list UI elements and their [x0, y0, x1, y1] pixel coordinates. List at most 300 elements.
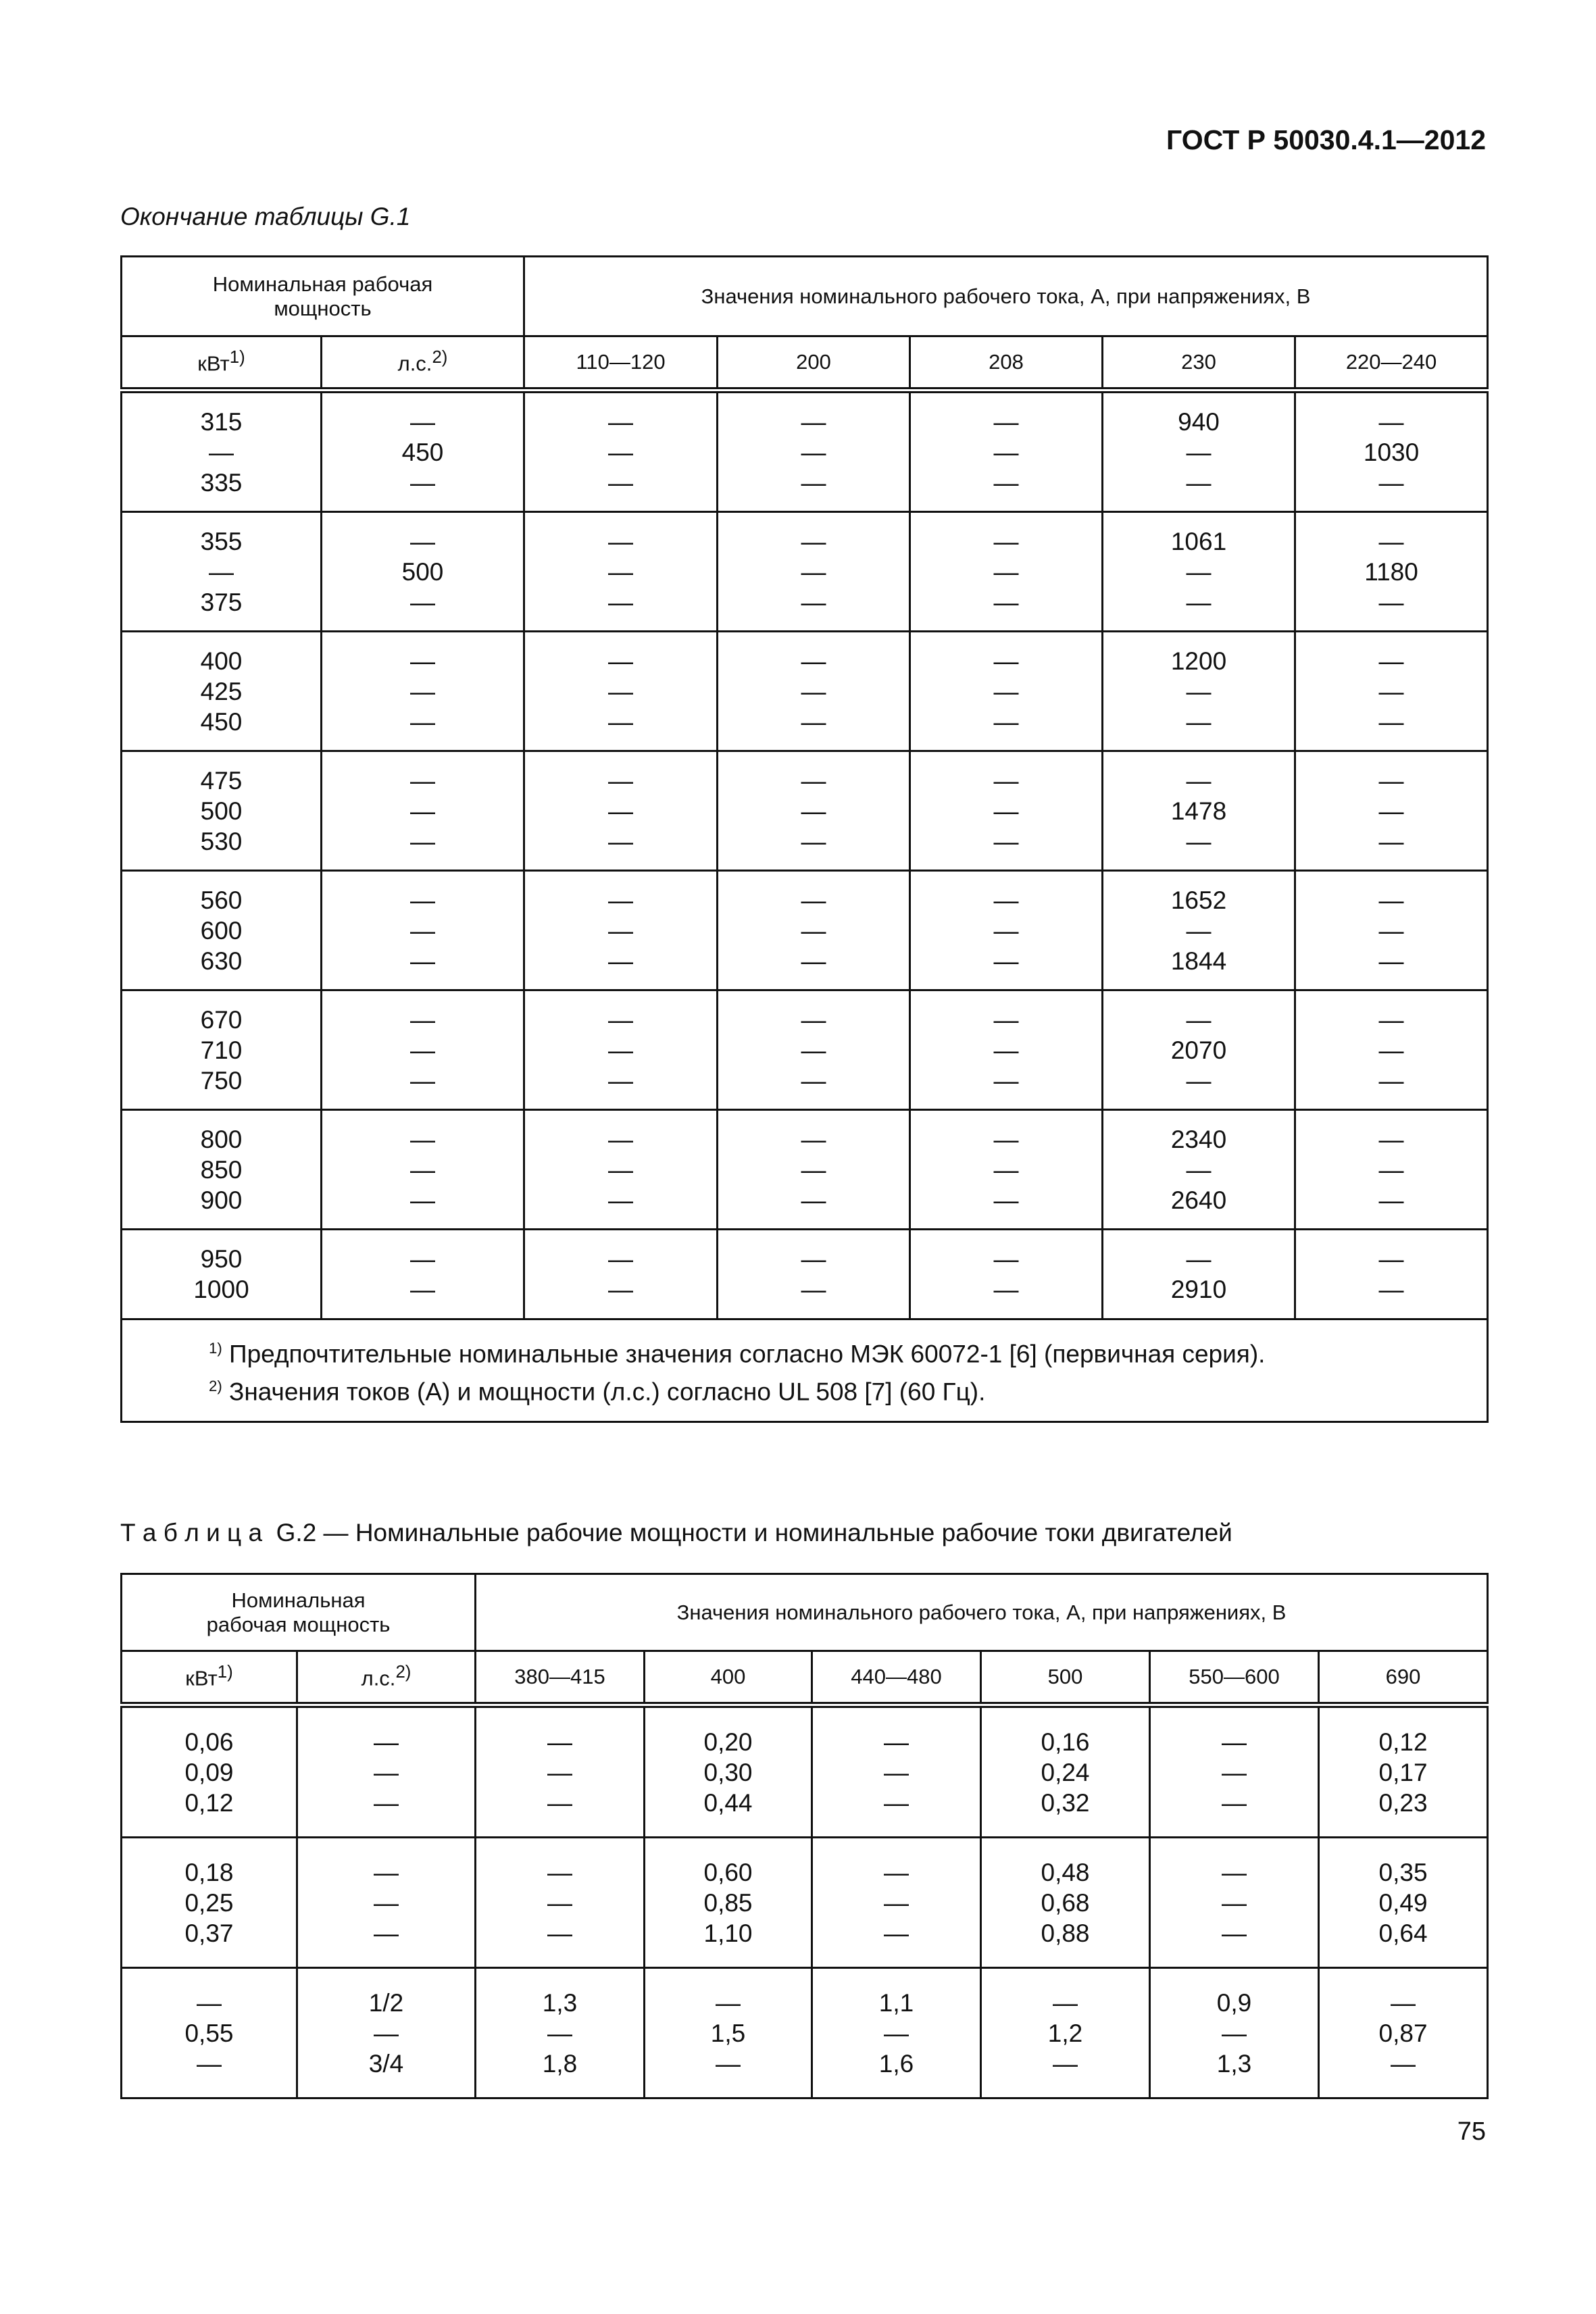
cell-value: —	[801, 797, 826, 825]
table-cell-kw	[122, 1110, 322, 1230]
table-cell-v1	[524, 1230, 718, 1319]
cell-value: —	[993, 1005, 1019, 1034]
table-cell-v3	[910, 751, 1103, 871]
cell-value: 1478	[1170, 797, 1227, 825]
cell-value: —	[993, 1036, 1019, 1064]
cell-value: —	[547, 1788, 573, 1817]
table-cell-v3	[910, 871, 1103, 990]
cell-value: —	[1378, 1125, 1404, 1153]
table-cell-kw	[122, 990, 322, 1110]
table-cell-v4	[1103, 871, 1295, 990]
cell-value: —	[1186, 766, 1212, 795]
table-cell-v4	[1103, 751, 1295, 871]
table-cell-hp	[322, 512, 524, 632]
cell-value: —	[801, 1186, 826, 1214]
cell-value: —	[410, 1186, 435, 1214]
cell-value: —	[608, 916, 634, 945]
table-row	[122, 871, 1488, 990]
cell-value: 560	[200, 886, 243, 914]
cell-value: —	[993, 1155, 1019, 1184]
cell-value: —	[608, 1245, 634, 1273]
cell-value: 800	[200, 1125, 243, 1153]
cell-value: —	[884, 2019, 909, 2047]
page-number: 75	[1457, 2117, 1486, 2146]
cell-value: 475	[200, 766, 243, 795]
cell-value: —	[209, 557, 234, 586]
cell-value: —	[608, 1005, 634, 1034]
table-cell-v2	[718, 1230, 910, 1319]
cell-value: —	[884, 1858, 909, 1886]
cell-value: —	[801, 1005, 826, 1034]
table-cell-v1	[476, 1838, 645, 1968]
cell-value: —	[608, 1276, 634, 1303]
table-cell-v2	[718, 871, 910, 990]
cell-value: 0,12	[184, 1788, 234, 1817]
table-cell-v6	[1319, 1838, 1488, 1968]
cell-value: —	[993, 647, 1019, 675]
table-cell-hp	[297, 1968, 476, 2098]
cell-value: —	[801, 1036, 826, 1064]
cell-value: —	[716, 1988, 741, 2017]
cell-value: —	[801, 827, 826, 855]
cell-value: 1,3	[1216, 2049, 1252, 2078]
cell-value: —	[993, 916, 1019, 945]
cell-value: 950	[200, 1245, 243, 1273]
cell-value: 750	[200, 1066, 243, 1095]
cell-value: —	[410, 647, 435, 675]
cell-value: —	[1378, 407, 1404, 436]
table-row	[122, 1705, 1488, 1838]
cell-value: 0,85	[703, 1888, 753, 1917]
cell-value: —	[993, 766, 1019, 795]
cell-value: —	[801, 557, 826, 586]
table-cell-v4	[1103, 1110, 1295, 1230]
cell-value: —	[801, 1066, 826, 1095]
table-row	[122, 1838, 1488, 1968]
table-row	[122, 1110, 1488, 1230]
table-cell-v3	[910, 1110, 1103, 1230]
table-g2	[120, 1573, 1489, 2099]
cell-value: —	[608, 827, 634, 855]
cell-value: 1,1	[878, 1988, 914, 2017]
cell-value: —	[993, 1245, 1019, 1273]
footnote-2: $^{2)}$ Значения токов (А) и мощности (л.с.) согласно UL 508 [7] (60 Гц).	[209, 1378, 986, 1406]
table-row	[122, 632, 1488, 751]
table-cell-v3	[910, 990, 1103, 1110]
cell-value: —	[410, 468, 435, 497]
table-footnotes	[122, 1319, 1488, 1422]
cell-value: —	[1186, 677, 1212, 705]
cell-value: —	[1186, 707, 1212, 736]
table-cell-v4	[1103, 391, 1295, 512]
table-g1	[120, 255, 1489, 1423]
cell-value: —	[884, 1728, 909, 1756]
cell-value: 0,68	[1041, 1888, 1090, 1917]
cell-value: 400	[200, 647, 243, 675]
cell-value: —	[1186, 1066, 1212, 1095]
cell-value: 0,18	[184, 1858, 234, 1886]
table-cell-hp	[297, 1705, 476, 1838]
cell-value: —	[1378, 1186, 1404, 1214]
cell-value: —	[1378, 916, 1404, 945]
cell-value: —	[993, 947, 1019, 975]
cell-value: 0,17	[1378, 1758, 1428, 1786]
cell-value: —	[608, 766, 634, 795]
cell-value: —	[1378, 797, 1404, 825]
cell-value: —	[993, 468, 1019, 497]
cell-value: —	[993, 707, 1019, 736]
table-cell-v1	[524, 1110, 718, 1230]
table-row	[122, 990, 1488, 1110]
cell-value: 1,10	[703, 1919, 753, 1947]
cell-value: —	[374, 1728, 399, 1756]
cell-value: 1,6	[878, 2049, 914, 2078]
cell-value: —	[410, 797, 435, 825]
cell-value: —	[1186, 1155, 1212, 1184]
cell-value: 0,20	[703, 1728, 753, 1756]
table-cell-v4	[981, 1838, 1150, 1968]
cell-value: —	[1378, 947, 1404, 975]
table-cell-v2	[718, 632, 910, 751]
cell-value: —	[608, 468, 634, 497]
table-cell-v4	[1103, 990, 1295, 1110]
table-cell-v6	[1319, 1705, 1488, 1838]
table-cell-v2	[718, 1110, 910, 1230]
cell-value: —	[410, 527, 435, 555]
cell-value: —	[374, 1888, 399, 1917]
cell-value: —	[1378, 766, 1404, 795]
table-cell-v1	[524, 990, 718, 1110]
cell-value: 450	[401, 438, 444, 466]
cell-value: —	[608, 407, 634, 436]
cell-value: —	[608, 1186, 634, 1214]
current-header: Значения номинального рабочего тока, А, при напряжениях, В	[524, 257, 1488, 336]
cell-value: 0,64	[1378, 1919, 1428, 1947]
cell-value: —	[410, 1005, 435, 1034]
cell-value: 850	[200, 1155, 243, 1184]
cell-value: 500	[401, 557, 444, 586]
table-cell-v5	[1295, 751, 1488, 871]
table-cell-v1	[524, 391, 718, 512]
col-kw-header: кВт$^{1)}$	[122, 1651, 297, 1705]
col-voltage-header: 220—240	[1295, 336, 1488, 391]
cell-value: 1180	[1364, 557, 1418, 586]
table-cell-v2	[645, 1838, 812, 1968]
cell-value: —	[993, 797, 1019, 825]
table-cell-v5	[1295, 990, 1488, 1110]
cell-value: —	[1186, 916, 1212, 945]
cell-value: 0,49	[1378, 1888, 1428, 1917]
cell-value: —	[197, 2049, 222, 2078]
table-cell-hp	[322, 990, 524, 1110]
cell-value: 0,48	[1041, 1858, 1090, 1886]
table-cell-v3	[910, 512, 1103, 632]
cell-value: 315	[200, 407, 243, 436]
table-cell-kw	[122, 1230, 322, 1319]
cell-value: —	[801, 1245, 826, 1273]
cell-value: —	[608, 1125, 634, 1153]
cell-value: —	[608, 647, 634, 675]
table-cell-v1	[524, 871, 718, 990]
cell-value: —	[993, 557, 1019, 586]
cell-value: 335	[200, 468, 243, 497]
table-row	[122, 1230, 1488, 1319]
table-cell-v1	[476, 1705, 645, 1838]
cell-value: —	[1378, 1276, 1404, 1303]
cell-value: —	[410, 1125, 435, 1153]
cell-value: —	[1186, 827, 1212, 855]
cell-value: 355	[200, 527, 243, 555]
cell-value: 1030	[1363, 438, 1420, 466]
col-voltage-header: 208	[910, 336, 1103, 391]
cell-value: —	[547, 1858, 573, 1886]
table-cell-kw	[122, 632, 322, 751]
col-voltage-header: 690	[1319, 1651, 1488, 1705]
cell-value: 1844	[1170, 947, 1227, 975]
table-cell-v5	[1150, 1838, 1319, 1968]
table-cell-hp	[322, 632, 524, 751]
cell-value: —	[801, 1155, 826, 1184]
cell-value: —	[993, 407, 1019, 436]
cell-value: —	[1186, 438, 1212, 466]
table-cell-kw	[122, 391, 322, 512]
table-cell-v3	[812, 1838, 981, 1968]
cell-value: 0,24	[1041, 1758, 1090, 1786]
cell-value: —	[608, 1036, 634, 1064]
cell-value: —	[1378, 588, 1404, 616]
cell-value: 2640	[1170, 1186, 1227, 1214]
table-row	[122, 751, 1488, 871]
table2-caption: Т а б л и ц а G.2 — Номинальные рабочие мощности и номинальные рабочие токи двигателей	[120, 1519, 1232, 1546]
table-cell-v2	[718, 391, 910, 512]
cell-value: 2070	[1170, 1036, 1227, 1064]
col-voltage-header: 550—600	[1150, 1651, 1319, 1705]
cell-value: 630	[200, 947, 243, 975]
cell-value: 0,16	[1041, 1728, 1090, 1756]
cell-value: —	[1186, 1245, 1212, 1273]
cell-value: —	[608, 797, 634, 825]
cell-value: —	[374, 1919, 399, 1947]
cell-value: —	[801, 1125, 826, 1153]
cell-value: —	[1378, 1155, 1404, 1184]
cell-value: 600	[200, 916, 243, 945]
table-row	[122, 512, 1488, 632]
cell-value: —	[884, 1788, 909, 1817]
table-cell-v4	[1103, 632, 1295, 751]
table-cell-v1	[524, 751, 718, 871]
cell-value: —	[993, 1066, 1019, 1095]
cell-value: 1000	[193, 1276, 249, 1303]
cell-value: 0,60	[703, 1858, 753, 1886]
cell-value: —	[1222, 1919, 1247, 1947]
power-header: Номинальная рабочая мощность	[122, 1574, 476, 1651]
col-voltage-header: 440—480	[812, 1651, 981, 1705]
cell-value: 1200	[1170, 647, 1227, 675]
cell-value: 450	[200, 707, 243, 736]
cell-value: 1061	[1170, 527, 1227, 555]
cell-value: —	[410, 886, 435, 914]
cell-value: —	[1222, 1728, 1247, 1756]
table-cell-v5	[1150, 1968, 1319, 2098]
cell-value: 2340	[1170, 1125, 1227, 1153]
cell-value: —	[1378, 647, 1404, 675]
cell-value: 710	[200, 1036, 243, 1064]
table-cell-v3	[910, 632, 1103, 751]
cell-value: 1,8	[542, 2049, 578, 2078]
cell-value: 1,3	[542, 1988, 578, 2017]
table-cell-hp	[322, 391, 524, 512]
cell-value: —	[1378, 1245, 1404, 1273]
table-cell-hp	[322, 1230, 524, 1319]
cell-value: 900	[200, 1186, 243, 1214]
cell-value: —	[410, 1155, 435, 1184]
cell-value: —	[608, 557, 634, 586]
cell-value: 0,25	[184, 1888, 234, 1917]
cell-value: 500	[200, 797, 243, 825]
cell-value: —	[801, 588, 826, 616]
cell-value: —	[1186, 1005, 1212, 1034]
cell-value: —	[1391, 1988, 1416, 2017]
cell-value: —	[801, 886, 826, 914]
col-voltage-header: 400	[645, 1651, 812, 1705]
cell-value: —	[801, 1276, 826, 1303]
cell-value: —	[1186, 588, 1212, 616]
cell-value: —	[410, 1276, 435, 1303]
cell-value: —	[1053, 2049, 1078, 2078]
cell-value: —	[410, 947, 435, 975]
table-cell-hp	[322, 871, 524, 990]
table-cell-v1	[524, 512, 718, 632]
cell-value: —	[410, 1036, 435, 1064]
table-cell-v5	[1295, 391, 1488, 512]
table-cell-v2	[718, 990, 910, 1110]
cell-value: 0,23	[1378, 1788, 1428, 1817]
cell-value: 0,35	[1378, 1858, 1428, 1886]
table-cell-kw	[122, 751, 322, 871]
table-cell-v2	[718, 512, 910, 632]
cell-value: —	[197, 1988, 222, 2017]
table-cell-v4	[1103, 1230, 1295, 1319]
cell-value: 940	[1178, 407, 1220, 436]
table-cell-hp	[322, 751, 524, 871]
cell-value: —	[993, 1276, 1019, 1303]
cell-value: —	[993, 677, 1019, 705]
cell-value: —	[1391, 2049, 1416, 2078]
cell-value: —	[993, 527, 1019, 555]
cell-value: —	[410, 1245, 435, 1273]
cell-value: —	[1378, 707, 1404, 736]
cell-value: —	[801, 438, 826, 466]
cell-value: —	[801, 407, 826, 436]
col-voltage-header: 500	[981, 1651, 1150, 1705]
cell-value: —	[801, 707, 826, 736]
cell-value: 530	[200, 827, 243, 855]
power-header: Номинальная рабочая мощность	[122, 257, 524, 336]
cell-value: —	[1378, 1005, 1404, 1034]
table-cell-v3	[812, 1705, 981, 1838]
cell-value: —	[1378, 827, 1404, 855]
table-cell-v3	[910, 1230, 1103, 1319]
table-cell-v2	[718, 751, 910, 871]
cell-value: 0,55	[184, 2019, 234, 2047]
cell-value: —	[608, 588, 634, 616]
table-cell-kw	[122, 1705, 297, 1838]
cell-value: —	[801, 766, 826, 795]
cell-value: 0,12	[1378, 1728, 1428, 1756]
cell-value: 2910	[1170, 1276, 1227, 1303]
cell-value: —	[374, 1788, 399, 1817]
footnote-1: $^{1)}$ Предпочтительные номинальные значения согласно МЭК 60072-1 [6] (первичная серия).	[209, 1340, 1266, 1368]
cell-value: 1,2	[1047, 2019, 1083, 2047]
cell-value: —	[410, 916, 435, 945]
cell-value: —	[547, 1758, 573, 1786]
col-voltage-header: 230	[1103, 336, 1295, 391]
cell-value: —	[410, 827, 435, 855]
cell-value: 0,44	[703, 1788, 753, 1817]
cell-value: —	[801, 468, 826, 497]
cell-value: —	[608, 886, 634, 914]
cell-value: —	[993, 438, 1019, 466]
table-cell-v5	[1295, 512, 1488, 632]
col-hp-header: л.с.$^{2)}$	[297, 1651, 476, 1705]
table-cell-v4	[981, 1968, 1150, 2098]
cell-value: —	[547, 2019, 573, 2047]
table-cell-hp	[322, 1110, 524, 1230]
cell-value: —	[993, 827, 1019, 855]
cell-value: 0,9	[1216, 1988, 1252, 2017]
table-cell-kw	[122, 512, 322, 632]
cell-value: —	[1378, 677, 1404, 705]
current-header: Значения номинального рабочего тока, А, при напряжениях, В	[476, 1574, 1488, 1651]
cell-value: —	[993, 1125, 1019, 1153]
cell-value: —	[1378, 1036, 1404, 1064]
cell-value: —	[547, 1888, 573, 1917]
cell-value: 3/4	[368, 2049, 404, 2078]
table-cell-v2	[645, 1968, 812, 2098]
cell-value: —	[1053, 1988, 1078, 2017]
cell-value: 0,06	[184, 1728, 234, 1756]
cell-value: —	[1378, 1066, 1404, 1095]
cell-value: 0,32	[1041, 1788, 1090, 1817]
cell-value: —	[374, 2019, 399, 2047]
cell-value: 1652	[1170, 886, 1227, 914]
cell-value: —	[1222, 1858, 1247, 1886]
document-id: ГОСТ Р 50030.4.1—2012	[1166, 124, 1486, 155]
cell-value: —	[410, 1066, 435, 1095]
cell-value: —	[608, 1155, 634, 1184]
table1-caption: Окончание таблицы G.1	[120, 203, 411, 230]
cell-value: —	[801, 527, 826, 555]
cell-value: —	[374, 1858, 399, 1886]
cell-value: —	[884, 1919, 909, 1947]
table-cell-v5	[1150, 1705, 1319, 1838]
cell-value: —	[209, 438, 234, 466]
cell-value: 425	[200, 677, 243, 705]
cell-value: —	[1222, 1788, 1247, 1817]
cell-value: —	[410, 407, 435, 436]
cell-value: —	[1378, 468, 1404, 497]
cell-value: 670	[200, 1005, 243, 1034]
cell-value: —	[1222, 2019, 1247, 2047]
table-cell-kw	[122, 871, 322, 990]
cell-value: 0,87	[1378, 2019, 1428, 2047]
cell-value: —	[1186, 557, 1212, 586]
cell-value: 1/2	[368, 1988, 404, 2017]
col-kw-header: кВт$^{1)}$	[122, 336, 322, 391]
cell-value: —	[608, 438, 634, 466]
table-cell-v3	[812, 1968, 981, 2098]
cell-value: 0,88	[1041, 1919, 1090, 1947]
